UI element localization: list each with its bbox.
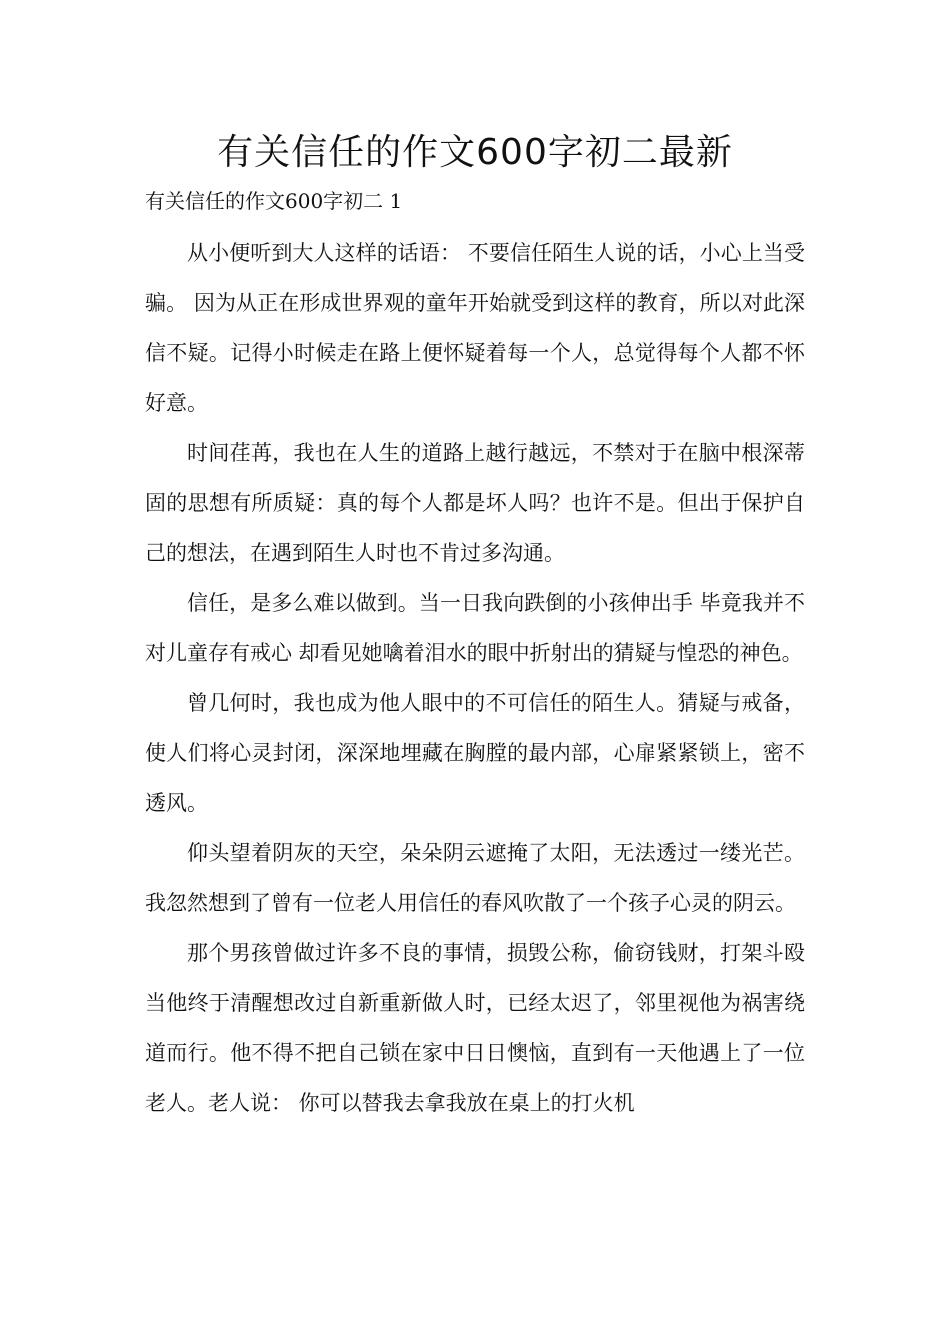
section-heading: 有关信任的作文600字初二 1 — [145, 189, 403, 213]
page-title: 有关信任的作文600字初二最新 — [217, 132, 733, 173]
paragraph-6: 那个男孩曾做过许多不良的事情，损毁公称，偷窃钱财，打架斗殴 当他终于清醒想改过自新重新做人时，已经太迟了，邻里视他为祸害绕道而行。他不得不把自己锁在家中日日懊恼，直到有一天他遇上了一位老人。老人说： 你可以替我去拿我放在桌上的打火机 — [145, 941, 805, 1115]
paragraph-3: 信任，是多么难以做到。当一日我向跌倒的小孩伸出手 毕竟我并不对儿童存有戒心 却看见她噙着泪水的眼中折射出的猜疑与惶恐的神色。 — [145, 591, 805, 665]
paragraph-5: 仰头望着阴灰的天空，朵朵阴云遮掩了太阳，无法透过一缕光芒。我忽然想到了曾有一位老人用信任的春风吹散了一个孩子心灵的阴云。 — [145, 841, 805, 915]
paragraph-1: 从小便听到大人这样的话语： 不要信任陌生人说的话，小心上当受骗。 因为从正在形成世界观的童年开始就受到这样的教育，所以对此深信不疑。记得小时候走在路上便怀疑着每一个人，总觉得每个人都不怀好意。 — [145, 241, 805, 415]
paragraph-2: 时间荏苒，我也在人生的道路上越行越远，不禁对于在脑中根深蒂固的思想有所质疑：真的每个人都是坏人吗？也许不是。但出于保护自己的想法，在遇到陌生人时也不肯过多沟通。 — [145, 441, 805, 565]
document-body — [145, 228, 805, 1128]
paragraph-4: 曾几何时，我也成为他人眼中的不可信任的陌生人。猜疑与戒备，使人们将心灵封闭，深深地埋藏在胸膛的最内部，心扉紧紧锁上，密不透风。 — [145, 691, 805, 815]
